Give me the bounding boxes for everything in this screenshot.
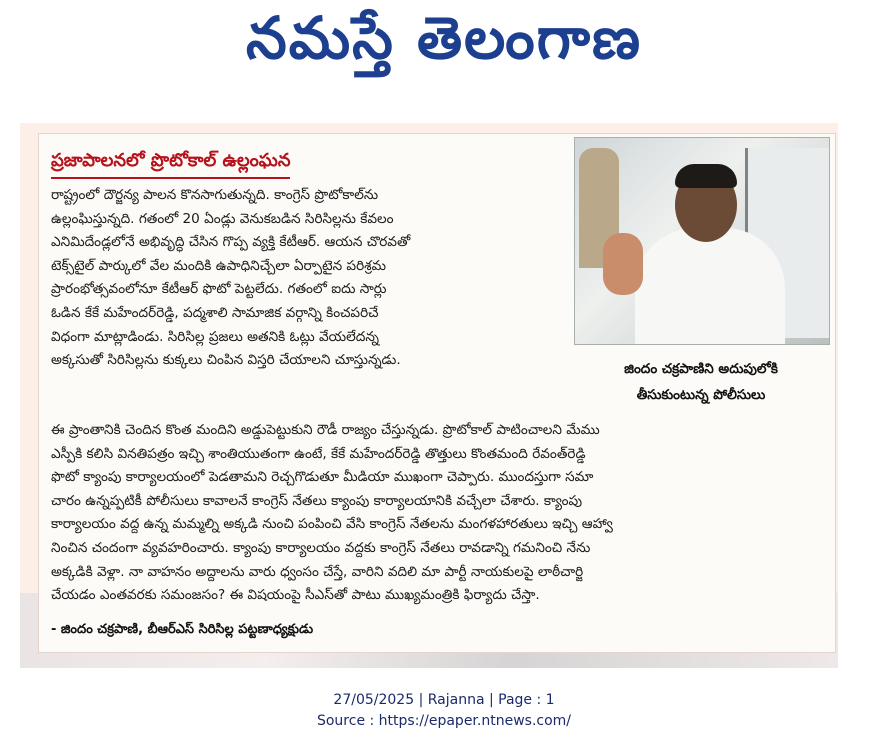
- body-line: ఓడిన కేకే మహేందర్‌రెడ్డి, పద్మశాలి సామాజిక వర్గాన్ని కించపరిచే: [51, 304, 379, 321]
- photo-caption: [574, 356, 828, 408]
- news-photo: [574, 137, 830, 345]
- body-line: ప్రారంభోత్సవంలోనూ కేటీఆర్ ఫొటో పెట్టలేదు. గతంలో ఐదు సార్లు: [51, 281, 387, 298]
- body-line: ఈ ప్రాంతానికి చెందిన కొంత మందిని అడ్డుపెట్టుకుని రౌడీ రాజ్యం చేస్తున్నడు. ప్రొటోకాల్ పాటించాలని మేము: [51, 422, 600, 438]
- body-line: అక్కసుతో సిరిసిల్లను కుక్కలు చింపిన విస్తరి చేయాలని చూస్తున్నడు.: [51, 352, 401, 369]
- edition-info: 27/05/2025 | Rajanna | Page : 1: [333, 692, 555, 708]
- body-line: ఫొటో క్యాంపు కార్యాలయంలో పెడతామని రెచ్చగొడుతూ మీడియా ముఖంగా చెప్పారు. ముందస్తుగా సమా: [51, 469, 594, 486]
- article-box: [38, 133, 836, 653]
- body-line: చారం ఉన్నప్పటికీ పోలీసులు కావాలనే కాంగ్రెస్ నేతలు క్యాంపు కార్యాలయానికి వచ్చేలా చేశారు. క్యాంపు: [51, 492, 583, 509]
- article-clipping: [20, 123, 838, 668]
- body-line: రాష్ట్రంలో దౌర్జన్య పాలన కొనసాగుతున్నది. కాంగ్రెస్ ప్రొటోకాల్‌ను: [51, 187, 379, 203]
- body-line: ఉల్లంఘిస్తున్నది. గతంలో 20 ఏండ్లు వెనుకబడిన సిరిసిల్లను కేవలం: [51, 210, 394, 227]
- page-footer: [0, 690, 888, 732]
- body-line: అక్కడికి వెళ్లా. నా వాహనం అద్దాలను వారు ధ్వంసం చేస్తే, వారిని వదిలి మా పార్టీ నాయకులపై లాఠీచార్జి: [51, 563, 584, 580]
- article-attribution: - జిందం చక్రపాణి, బీఆర్‌ఎస్ సిరిసిల్ల పట్టణాధ్యక్షుడు: [51, 622, 314, 637]
- article-body-wide: [51, 419, 823, 608]
- article-headline: ప్రజాపాలనలో ప్రొటోకాల్ ఉల్లంఘన: [51, 150, 290, 179]
- newspaper-logo: నమస్తే తెలంగాణ: [246, 4, 642, 72]
- masthead: [0, 0, 888, 110]
- source-link[interactable]: Source : https://epaper.ntnews.com/: [316, 713, 572, 729]
- raised-hand-shape: [603, 233, 643, 295]
- person-body-shape: [635, 228, 785, 344]
- body-line: ఎనిమిదేండ్లలోనే అభివృద్ధి చేసిన గొప్ప వ్యక్తి కేటీఆర్. ఆయన చొరవతో: [51, 234, 411, 251]
- article-body-narrow: [51, 184, 569, 373]
- person-hair-shape: [675, 164, 737, 188]
- body-line: నించిన చందంగా వ్యవహరించారు. క్యాంపు కార్యాలయం వద్దకు కాంగ్రెస్ నేతలు రావడాన్ని గమనించి నేను: [51, 539, 591, 556]
- body-line: కార్యాలయం వద్ద ఉన్న మమ్మల్ని అక్కడి నుంచి పంపించి వేసి కాంగ్రెస్ నేతలను మంగళహారతులు ఇచ్చి ఆహ్వా: [51, 516, 613, 533]
- body-line: టెక్స్‌టైల్ పార్కులో వేల మందికి ఉపాధినిచ్చేలా ఏర్పాటైన పరిశ్రమ: [51, 257, 387, 274]
- body-line: చేయడం ఎంతవరకు సమంజసం? ఈ విషయంపై సీఎస్‌తో పాటు ముఖ్యమంత్రికి ఫిర్యాదు చేస్తా.: [51, 587, 540, 604]
- body-line: ఎస్పీకి కలిసి వినతిపత్రం ఇచ్చి శాంతియుతంగా ఉంటే, కేకే మహేందర్‌రెడ్డి తొత్తులు కొంతమంది రేవంత్‌రెడ్డి: [51, 445, 586, 462]
- caption-line: తీసుకుంటున్న పోలీసులు: [636, 387, 766, 403]
- body-line: విధంగా మాట్లాడిండు. సిరిసిల్ల ప్రజలు అతనికి ఓట్లు వేయలేదన్న: [51, 328, 379, 345]
- caption-line: జిందం చక్రపాణిని అదుపులోకి: [624, 361, 778, 377]
